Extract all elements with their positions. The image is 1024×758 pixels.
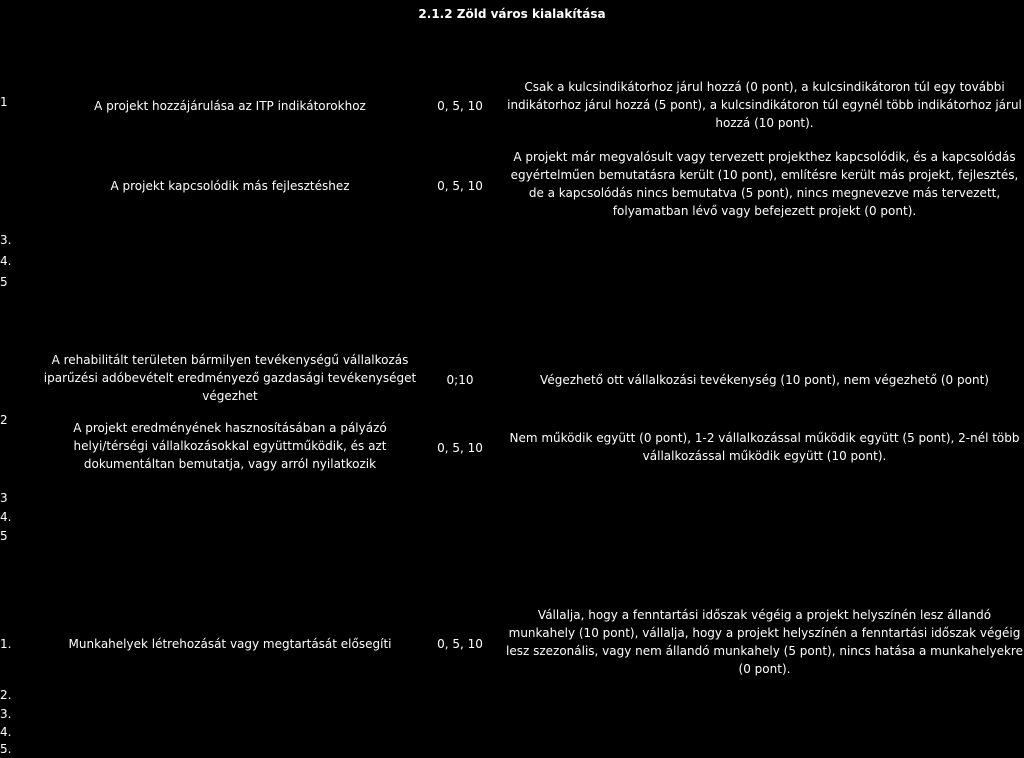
row-number: 5	[0, 529, 8, 543]
row-number: 3.	[0, 707, 12, 721]
row-number: 5	[0, 275, 8, 289]
row-number: 2	[0, 413, 8, 427]
row-number: 1	[0, 95, 8, 109]
score-range: 0, 5, 10	[437, 441, 483, 455]
criterion-text: A rehabilitált területen bármilyen tevékenységű vállalkozás iparűzési adóbevételt eredményező gazdasági tevékenységet végezhet	[43, 353, 417, 403]
row-number: 2.	[0, 688, 12, 702]
criterion-text: Munkahelyek létrehozását vagy megtartását elősegíti	[68, 637, 392, 651]
criterion-text: A projekt hozzájárulása az ITP indikátorokhoz	[94, 99, 366, 113]
criterion-text: A projekt kapcsolódik más fejlesztéshez	[110, 179, 350, 193]
description-text: Vállalja, hogy a fenntartási időszak végéig a projekt helyszínén lesz állandó munkahely (10 pont), vállalja, hogy a projekt helyszínén a fenntartási időszak végéig lesz szezonális, vagy nem állandó munkahely (5 pont), nincs hatása a munkahelyekre (0 pont).	[506, 608, 1023, 676]
row-number: 4.	[0, 510, 12, 524]
row-number: 5.	[0, 742, 12, 756]
description-text: Csak a kulcsindikátorhoz járul hozzá (0 pont), a kulcsindikátoron túl egy további indikátorhoz járul hozzá (5 pont), a kulcsindikátoron túl egynél több indikátorhoz járul hozzá (10 pont).	[507, 80, 1022, 130]
score-range: 0, 5, 10	[437, 99, 483, 113]
score-range: 0, 5, 10	[437, 637, 483, 651]
description-text: Végezhető ott vállalkozási tevékenység (10 pont), nem végezhető (0 pont)	[540, 373, 989, 387]
criterion-text: A projekt eredményének hasznosításában a pályázó helyi/térségi vállalkozásokkal együttműködik, és azt dokumentáltan bemutatja, vagy arról nyilatkozik	[73, 421, 387, 471]
page-title: 2.1.2 Zöld város kialakítása	[418, 7, 606, 21]
row-number: 3.	[0, 233, 12, 247]
score-range: 0, 5, 10	[437, 179, 483, 193]
row-number: 1.	[0, 637, 12, 651]
description-text: A projekt már megvalósult vagy tervezett projekthez kapcsolódik, és a kapcsolódás egyértelműen bemutatásra került (10 pont), említésre került más projekt, fejlesztés, de a kapcsolódás nincs bemutatva (5 pont), nincs megnevezve más tervezett, folyamatban lévő vagy befejezett projekt (0 pont).	[510, 150, 1019, 218]
row-number: 4.	[0, 725, 12, 739]
score-range: 0;10	[446, 373, 474, 387]
row-number: 4.	[0, 254, 12, 268]
description-text: Nem működik együtt (0 pont), 1-2 vállalkozással működik együtt (5 pont), 2-nél több vállalkozással működik együtt (10 pont).	[509, 431, 1020, 463]
row-number: 3	[0, 491, 8, 505]
